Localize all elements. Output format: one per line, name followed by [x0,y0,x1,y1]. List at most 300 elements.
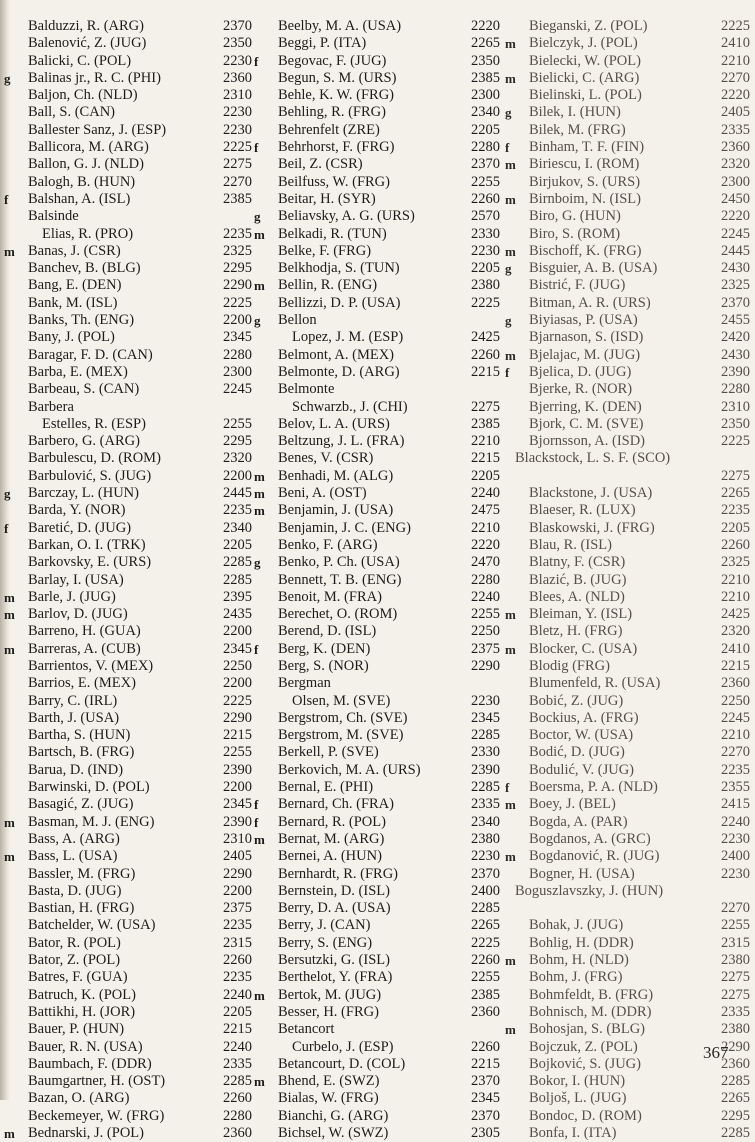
player-entry [254,1090,500,1107]
player-entry [254,554,500,571]
player-rating: 2255 [223,744,252,761]
player-entry [4,952,252,969]
player-rating: 2290 [223,865,252,882]
player-name: Beckemeyer, W. (FRG) [28,1107,165,1124]
player-entry [254,606,500,623]
player-rating: 2355 [721,779,750,796]
player-entry [505,1073,750,1090]
title-mark: m [254,1074,265,1090]
player-name: Bellizzi, D. P. (USA) [278,294,401,311]
player-entry [505,1090,750,1107]
player-entry [254,260,500,277]
player-name: Belmonte [278,381,335,398]
player-rating: 2215 [471,1055,500,1072]
player-entry [254,87,500,104]
player-rating: 2385 [471,69,500,86]
player-name: Bany, J. (POL) [28,329,115,346]
player-rating: 2300 [471,87,500,104]
title-mark: m [505,607,516,623]
player-rating: 2445 [721,242,750,259]
player-entry [4,848,252,865]
player-name: Bank, M. (ISL) [28,294,118,311]
player-entry [254,243,500,260]
player-rating: 2430 [721,260,750,277]
player-entry [505,156,750,173]
player-rating: 2260 [223,1090,252,1107]
player-entry [4,416,252,433]
player-rating: 2225 [223,692,252,709]
player-entry [505,935,750,952]
player-name: Bhend, E. (SWZ) [278,1073,380,1090]
player-entry [254,572,500,589]
player-rating: 2235 [223,502,252,519]
player-rating: 2370 [471,156,500,173]
player-rating: 2265 [721,1090,750,1107]
player-name: Barlov, D. (JUG) [28,606,128,623]
player-rating: 2225 [721,433,750,450]
player-rating: 2305 [471,1125,500,1141]
player-name: Bogner, H. (USA) [529,865,635,882]
player-rating: 2215 [223,727,252,744]
player-rating: 2320 [721,156,750,173]
column-1 [4,18,252,1142]
player-rating: 2295 [223,433,252,450]
player-rating: 2205 [471,260,500,277]
player-rating: 2345 [471,1090,500,1107]
player-rating: 2230 [721,830,750,847]
player-name: Schwarzb., J. (CHI) [292,398,408,415]
player-rating: 2270 [721,69,750,86]
player-entry [4,347,252,364]
player-rating: 2225 [223,139,252,156]
player-rating: 2310 [721,398,750,415]
player-entry [505,226,750,243]
player-entry [505,537,750,554]
player-entry [4,468,252,485]
player-rating: 2235 [223,225,252,242]
player-rating: 2275 [721,467,750,484]
player-name: Barrientos, V. (MEX) [28,657,154,674]
player-name: Bohm, H. (NLD) [529,952,629,969]
player-name: Benjamin, J. C. (ENG) [278,519,411,536]
player-name: Bartha, S. (HUN) [28,727,131,744]
player-rating: 2290 [721,1038,750,1055]
title-mark: f [254,53,259,69]
player-entry [254,952,500,969]
player-name: Benhadi, M. (ALG) [278,467,394,484]
player-entry [254,399,500,416]
player-rating: 2225 [223,294,252,311]
player-rating: 2205 [721,519,750,536]
player-name: Batruch, K. (POL) [28,986,136,1003]
player-entry [4,917,252,934]
player-name: Barkovsky, E. (URS) [28,554,152,571]
player-name: Baumgartner, H. (OST) [28,1073,166,1090]
player-rating: 2200 [223,623,252,640]
player-rating: 2275 [721,969,750,986]
player-entry [505,381,750,398]
player-entry [254,226,500,243]
player-entry [505,1021,750,1038]
player-entry [4,450,252,467]
player-rating: 2265 [471,35,500,52]
player-rating: 2280 [223,346,252,363]
player-rating: 2240 [223,986,252,1003]
player-entry [4,606,252,623]
player-entry [505,987,750,1004]
player-entry [254,1004,500,1021]
player-rating: 2210 [471,433,500,450]
player-rating: 2260 [721,536,750,553]
player-rating: 2425 [471,329,500,346]
player-name: Benoit, M. (FRA) [278,588,382,605]
player-entry [505,104,750,121]
player-entry [254,156,500,173]
player-name: Blackstock, L. S. F. (SCO) [515,450,671,467]
player-entry [4,243,252,260]
player-entry [254,174,500,191]
player-entry [505,952,750,969]
player-entry [4,381,252,398]
player-name: Barbero, G. (ARG) [28,433,140,450]
player-entry [254,416,500,433]
player-rating: 2240 [721,813,750,830]
player-name: Bjornsson, A. (ISD) [529,433,646,450]
player-name: Bitman, A. R. (URS) [529,294,651,311]
player-rating: 2240 [223,1038,252,1055]
column-3 [505,18,750,1142]
player-rating: 2210 [721,727,750,744]
player-name: Biro, S. (ROM) [529,225,621,242]
player-name: Beggi, P. (ITA) [278,35,367,52]
player-rating: 2200 [223,312,252,329]
player-rating: 2385 [471,415,500,432]
player-name: Berthelot, Y. (FRA) [278,969,393,986]
player-entry [505,53,750,70]
player-entry [254,208,500,225]
player-entry [505,122,750,139]
player-rating: 2270 [223,173,252,190]
player-entry [254,727,500,744]
title-mark: g [254,555,261,571]
player-name: Bielinski, L. (POL) [529,87,642,104]
player-name: Bjork, C. M. (SVE) [529,415,644,432]
player-entry [505,70,750,87]
player-entry [254,1039,500,1056]
player-entry [4,641,252,658]
player-name: Bohak, J. (JUG) [529,917,624,934]
player-name: Boguszlavszky, J. (HUN) [515,882,664,899]
player-name: Belov, L. A. (URS) [278,415,390,432]
player-entry [505,762,750,779]
title-mark: g [4,486,11,502]
player-rating: 2310 [223,830,252,847]
player-entry [505,139,750,156]
player-name: Bohnisch, M. (DDR) [529,1003,652,1020]
player-entry [254,900,500,917]
player-entry [4,122,252,139]
player-rating: 2405 [721,104,750,121]
player-rating: 2395 [223,588,252,605]
player-entry [505,814,750,831]
player-rating: 2280 [721,381,750,398]
player-rating: 2280 [471,139,500,156]
title-mark: m [505,641,516,657]
title-mark: m [254,226,265,242]
player-entry [254,1073,500,1090]
player-entry [505,243,750,260]
player-rating: 2275 [721,986,750,1003]
player-entry [254,675,500,692]
player-rating: 2210 [471,519,500,536]
player-rating: 2315 [223,934,252,951]
player-name: Berg, K. (DEN) [278,640,371,657]
player-rating: 2345 [223,329,252,346]
player-entry [505,35,750,52]
player-name: Blaskowski, J. (FRG) [529,519,655,536]
title-mark: f [4,520,9,536]
player-name: Barbulović, S. (JUG) [28,467,152,484]
player-rating: 2220 [721,87,750,104]
player-name: Barrios, E. (MEX) [28,675,136,692]
player-entry [4,727,252,744]
player-rating: 2325 [721,554,750,571]
player-rating: 2325 [721,277,750,294]
player-rating: 2360 [721,139,750,156]
player-rating: 2375 [471,640,500,657]
player-rating: 2245 [721,709,750,726]
player-name: Bjelica, D. (JUG) [529,363,632,380]
player-name: Bjerring, K. (DEN) [529,398,642,415]
player-entry [254,710,500,727]
player-entry [505,18,750,35]
title-mark: f [254,641,259,657]
player-name: Batres, F. (GUA) [28,969,128,986]
player-rating: 2275 [471,398,500,415]
title-mark: f [254,797,259,813]
player-name: Bartsch, B. (FRG) [28,744,135,761]
player-name: Balinas jr., R. C. (PHI) [28,69,161,86]
player-rating: 2210 [721,588,750,605]
player-name: Banas, J. (CSR) [28,242,121,259]
player-rating: 2335 [223,1055,252,1072]
title-mark: m [505,1022,516,1038]
player-entry [505,1108,750,1125]
player-name: Bilek, M. (FRG) [529,121,626,138]
player-entry [4,53,252,70]
player-name: Banks, Th. (ENG) [28,312,135,329]
player-rating: 2570 [471,208,500,225]
player-name: Bielicki, C. (ARG) [529,69,640,86]
player-entry [505,831,750,848]
player-entry [254,347,500,364]
player-name: Bernei, A. (HUN) [278,848,382,865]
title-mark: f [505,140,510,156]
title-mark: m [254,503,265,519]
player-name: Belmont, A. (MEX) [278,346,394,363]
title-mark: m [254,831,265,847]
player-entry [505,1125,750,1142]
player-name: Bokor, I. (HUN) [529,1073,626,1090]
player-rating: 2370 [471,1073,500,1090]
title-mark: m [505,797,516,813]
player-entry [4,796,252,813]
player-entry [505,364,750,381]
title-mark: m [4,814,15,830]
player-entry [4,277,252,294]
player-entry [254,1108,500,1125]
player-entry [4,589,252,606]
player-rating: 2385 [223,190,252,207]
player-entry [4,883,252,900]
player-name: Belkhodja, S. (TUN) [278,260,400,277]
player-entry [4,1056,252,1073]
player-name: Basman, M. J. (ENG) [28,813,155,830]
player-name: Battikhi, H. (JOR) [28,1003,136,1020]
player-entry [4,866,252,883]
player-rating: 2325 [223,242,252,259]
player-entry [254,1021,500,1038]
player-entry [254,779,500,796]
player-rating: 2435 [223,606,252,623]
player-name: Bielecki, W. (POL) [529,52,641,69]
player-rating: 2455 [721,312,750,329]
player-entry [254,450,500,467]
player-entry [505,623,750,640]
player-entry [505,399,750,416]
player-name: Bang, E. (DEN) [28,277,122,294]
player-rating: 2270 [721,900,750,917]
player-entry [4,87,252,104]
player-name: Bistrić, F. (JUG) [529,277,626,294]
player-entry [4,1021,252,1038]
player-name: Beliavsky, A. G. (URS) [278,208,415,225]
player-entry [505,416,750,433]
player-rating: 2285 [471,900,500,917]
player-name: Bernstein, D. (ISL) [278,882,390,899]
title-mark: g [254,209,261,225]
player-name: Berry, D. A. (USA) [278,900,391,917]
player-entry [4,814,252,831]
player-name: Begun, S. M. (URS) [278,69,397,86]
player-rating: 2260 [471,346,500,363]
title-mark: m [505,953,516,969]
player-entry [254,831,500,848]
player-name: Bernat, M. (ARG) [278,830,385,847]
player-rating: 2220 [471,536,500,553]
player-name: Elias, R. (PRO) [42,225,134,242]
player-entry [4,675,252,692]
player-rating: 2235 [721,761,750,778]
player-name: Bassler, M. (FRG) [28,865,136,882]
player-name: Birjukov, S. (URS) [529,173,641,190]
player-entry [4,364,252,381]
player-name: Bojković, S. (JUG) [529,1055,641,1072]
player-name: Boersma, P. A. (NLD) [529,779,658,796]
player-rating: 2380 [471,277,500,294]
player-name: Balsinde [28,208,79,225]
player-entry [505,589,750,606]
player-name: Biro, G. (HUN) [529,208,621,225]
player-name: Beelby, M. A. (USA) [278,18,402,34]
title-mark: m [505,849,516,865]
player-name: Bauer, P. (HUN) [28,1021,125,1038]
player-rating: 2360 [223,69,252,86]
player-rating: 2320 [721,623,750,640]
player-entry [4,900,252,917]
player-entry [4,174,252,191]
player-entry [505,572,750,589]
player-name: Beilfuss, W. (FRG) [278,173,390,190]
player-name: Bielczyk, J. (POL) [529,35,638,52]
player-entry [254,468,500,485]
player-name: Berechet, O. (ROM) [278,606,398,623]
player-rating: 2400 [721,848,750,865]
player-entry [505,848,750,865]
player-name: Bischoff, K. (FRG) [529,242,642,259]
player-name: Barreras, A. (CUB) [28,640,141,657]
player-name: Bodić, D. (JUG) [529,744,625,761]
player-rating: 2315 [721,934,750,951]
player-name: Bednarski, J. (POL) [28,1125,144,1141]
player-rating: 2255 [721,917,750,934]
player-entry [254,485,500,502]
player-name: Baljon, Ch. (NLD) [28,87,138,104]
player-entry [4,18,252,35]
player-entry [505,433,750,450]
player-rating: 2225 [471,934,500,951]
player-rating: 2475 [471,502,500,519]
player-name: Bernal, E. (PHI) [278,779,374,796]
player-entry [254,814,500,831]
player-name: Bellin, R. (ENG) [278,277,378,294]
player-name: Behling, R. (FRG) [278,104,386,121]
player-entry [4,935,252,952]
player-entry [4,987,252,1004]
player-rating: 2350 [223,35,252,52]
player-rating: 2335 [721,1003,750,1020]
player-rating: 2375 [223,900,252,917]
player-entry [254,277,500,294]
player-name: Barwinski, D. (POL) [28,779,150,796]
player-name: Benko, F. (ARG) [278,536,378,553]
player-entry [505,174,750,191]
player-name: Lopez, J. M. (ESP) [292,329,404,346]
player-name: Bogdanović, R. (JUG) [529,848,660,865]
player-name: Boey, J. (BEL) [529,796,616,813]
player-rating: 2200 [223,675,252,692]
player-rating: 2265 [471,917,500,934]
player-rating: 2230 [223,121,252,138]
player-rating: 2410 [721,35,750,52]
player-name: Bjarnason, S. (ISD) [529,329,644,346]
player-entry [4,1108,252,1125]
player-entry [505,727,750,744]
player-name: Balogh, B. (HUN) [28,173,136,190]
title-mark: m [4,849,15,865]
player-entry [254,883,500,900]
player-name: Bator, Z. (POL) [28,952,121,969]
player-rating: 2250 [721,692,750,709]
player-rating: 2280 [223,1107,252,1124]
player-name: Bernard, R. (POL) [278,813,386,830]
player-name: Barth, J. (USA) [28,709,120,726]
player-name: Olsen, M. (SVE) [292,692,391,709]
player-entry [505,191,750,208]
player-entry [254,762,500,779]
title-mark: m [505,347,516,363]
player-rating: 2285 [471,779,500,796]
